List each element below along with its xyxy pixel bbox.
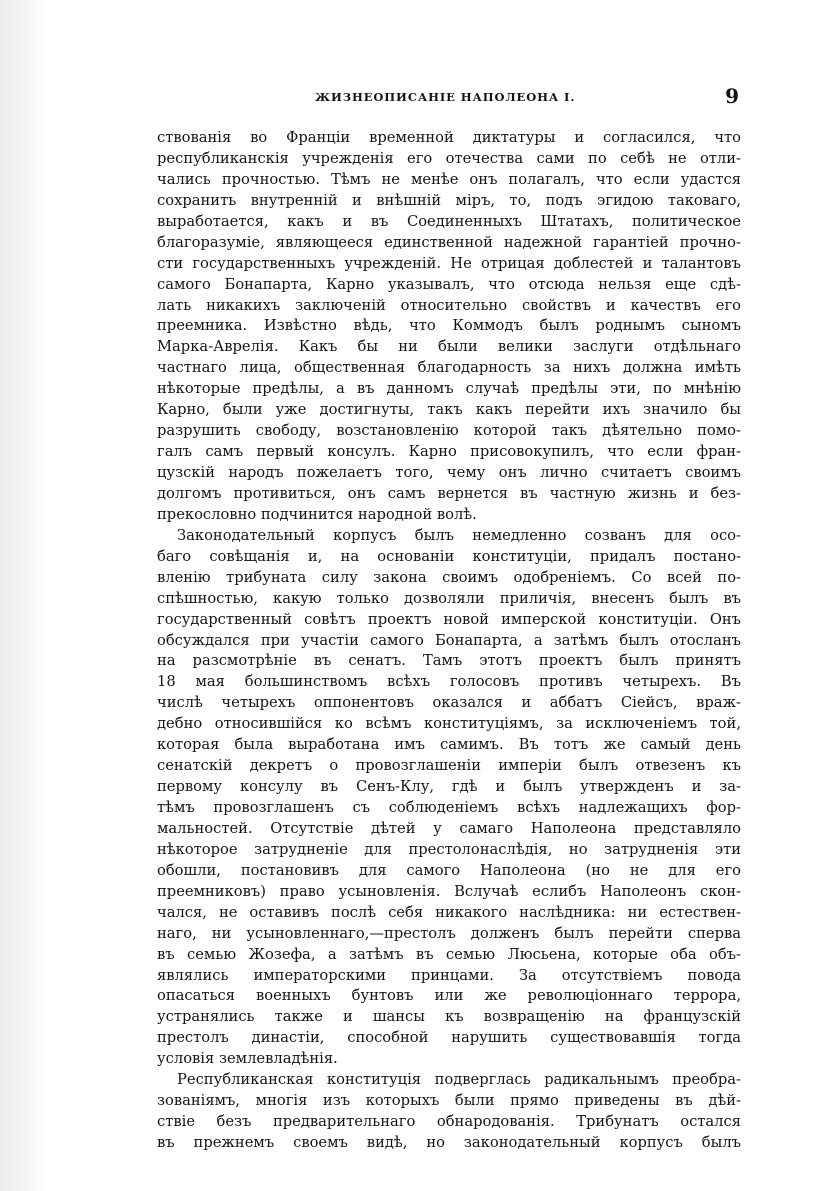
- text-line: которая была выработана имъ самимъ. Въ тотъ же самый день: [157, 736, 741, 754]
- paragraph-1: [157, 128, 741, 526]
- text-line: республиканскія учрежденія его отечества сами по себѣ не отли-: [157, 149, 741, 167]
- text-line: самого Бонапарта, Карно указывалъ, что отсюда нельзя еще сдѣ-: [157, 275, 741, 293]
- text-line: галъ самъ первый консулъ. Карно присовокупилъ, что если фран-: [157, 443, 741, 461]
- text-line: сенатскій декретъ о провозглашеніи имперіи былъ отвезенъ къ: [157, 757, 741, 775]
- text-line: Карно, были уже достигнуты, такъ какъ перейти ихъ значило бы: [157, 401, 741, 419]
- text-line: сохранить внутренній и внѣшній міръ, то, подъ эгидою таковаго,: [157, 191, 741, 209]
- text-line: лать никакихъ заключеній относительно свойствъ и качествъ его: [157, 296, 741, 314]
- body-text: [157, 128, 741, 1154]
- paragraph-2: [157, 526, 741, 1070]
- text-line: наго, ни усыновленнаго,—престолъ долженъ былъ перейти сперва: [157, 924, 741, 942]
- text-line: преемниковъ) право усыновленія. Вслучаѣ еслибъ Наполеонъ скон-: [157, 882, 741, 900]
- page-number: 9: [725, 84, 739, 108]
- text-line: въ семью Жозефа, а затѣмъ въ семью Люсьена, которые оба объ-: [157, 945, 741, 963]
- text-line: числѣ четырехъ оппонентовъ оказался и аббатъ Сіейсъ, враж-: [157, 694, 741, 712]
- text-line: мальностей. Отсутствіе дѣтей у самаго Наполеона представляло: [157, 819, 741, 837]
- text-line: на разсмотрѣніе въ сенатъ. Тамъ этотъ проектъ былъ принятъ: [157, 652, 741, 670]
- text-line: условія землевладѣнія.: [157, 1050, 338, 1068]
- text-line: устранялись также и шансы къ возвращенію на французскій: [157, 1008, 741, 1026]
- text-line: благоразуміе, являющееся единственной надежной гарантіей прочно-: [157, 233, 741, 251]
- text-line: прекословно подчинится народной волѣ.: [157, 505, 477, 523]
- text-line: обошли, постановивъ для самого Наполеона (но не для его: [157, 861, 741, 879]
- text-line: престолъ династіи, способной нарушить существовавшія тогда: [157, 1029, 741, 1047]
- text-line: разрушить свободу, возстановленію которой такъ дѣятельно помо-: [157, 422, 741, 440]
- text-line: баго совѣщанія и, на основаніи конституціи, придалъ постано-: [157, 547, 741, 565]
- running-title: ЖИЗНЕОПИСАНІЕ НАПОЛЕОНА I.: [315, 90, 576, 104]
- text-line: Республиканская конституція подверглась радикальнымъ преобра-: [177, 1071, 741, 1089]
- text-line: долгомъ противиться, онъ самъ вернется въ частную жизнь и без-: [157, 484, 741, 502]
- scan-edge-shadow: [0, 0, 48, 1191]
- text-line: Законодательный корпусъ былъ немедленно созванъ для осо-: [177, 526, 741, 544]
- text-line: нѣкоторое затрудненіе для престолонаслѣдія, но затрудненія эти: [157, 840, 741, 858]
- text-line: чался, не оставивъ послѣ себя никакого наслѣдника: ни естествен-: [157, 903, 741, 921]
- text-line: государственный совѣтъ проектъ новой имперской конституціи. Онъ: [157, 610, 741, 628]
- text-line: чались прочностью. Тѣмъ не менѣе онъ полагалъ, что если удастся: [157, 170, 741, 188]
- text-line: ствіе безъ предварительнаго обнародованія. Трибунатъ остался: [157, 1113, 741, 1131]
- book-page: [157, 84, 741, 1154]
- text-line: тѣмъ провозглашенъ съ соблюденіемъ всѣхъ надлежащихъ фор-: [157, 799, 741, 816]
- text-line: ствованія во Франціи временной диктатуры и согласился, что: [157, 129, 741, 146]
- text-line: 18 мая большинствомъ всѣхъ голосовъ противъ четырехъ. Въ: [157, 673, 741, 691]
- text-line: нѣкоторые предѣлы, а въ данномъ случаѣ предѣлы эти, по мнѣнію: [157, 380, 741, 398]
- text-line: опасаться военныхъ бунтовъ или же революціоннаго террора,: [157, 987, 741, 1005]
- text-line: выработается, какъ и въ Соединенныхъ Штатахъ, политическое: [157, 212, 741, 230]
- text-line: частнаго лица, общественная благодарность за нихъ должна имѣть: [157, 359, 741, 377]
- text-line: сти государственныхъ учрежденій. Не отрицая доблестей и талантовъ: [157, 254, 741, 272]
- text-line: преемника. Извѣстно вѣдь, что Коммодъ былъ роднымъ сыномъ: [157, 317, 741, 335]
- text-line: обсуждался при участіи самого Бонапарта, а затѣмъ былъ отосланъ: [157, 631, 741, 649]
- text-line: зованіямъ, многія изъ которыхъ были прямо приведены въ дѣй-: [157, 1092, 741, 1110]
- text-line: цузскій народъ пожелаетъ того, чему онъ лично считаетъ своимъ: [157, 464, 741, 481]
- text-line: въ прежнемъ своемъ видѣ, но законодательный корпусъ былъ: [157, 1134, 741, 1151]
- text-line: Марка-Аврелія. Какъ бы ни были велики заслуги отдѣльнаго: [157, 338, 741, 356]
- paragraph-3: [157, 1070, 741, 1154]
- text-line: являлись императорскими принцами. За отсутствіемъ повода: [157, 966, 741, 984]
- text-line: спѣшностью, какую только дозволяли приличія, внесенъ былъ въ: [157, 589, 741, 607]
- text-line: первому консулу въ Сенъ-Клу, гдѣ и былъ утвержденъ и за-: [157, 778, 741, 796]
- running-header: [157, 84, 741, 114]
- text-line: вленію трибуната силу закона своимъ одобреніемъ. Со всей по-: [157, 568, 741, 586]
- text-line: дебно относившійся ко всѣмъ конституціямъ, за исключеніемъ той,: [157, 715, 741, 733]
